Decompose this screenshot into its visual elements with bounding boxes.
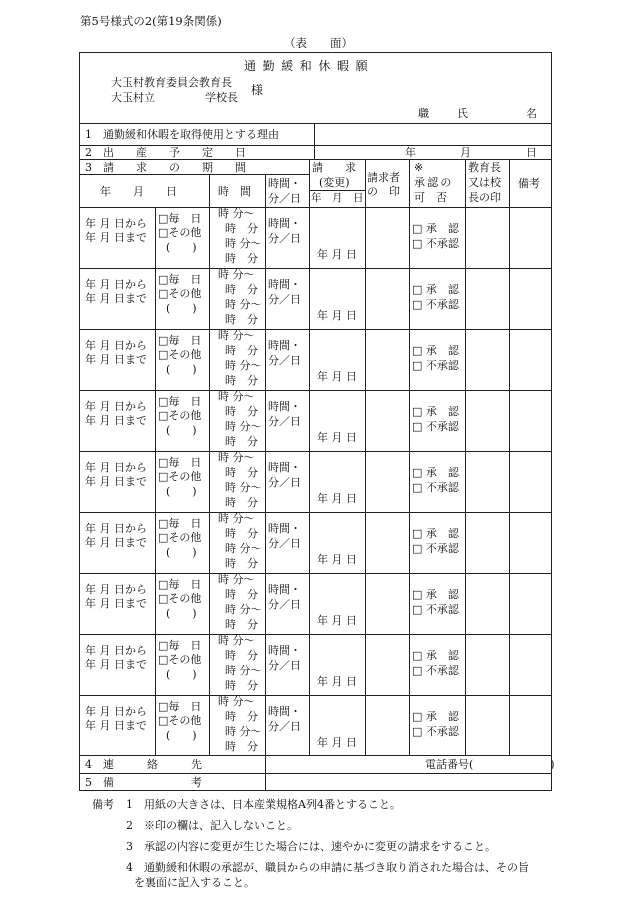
- period-from: 年 月 日から: [85, 644, 147, 657]
- col-hpd-b: 分／日: [268, 192, 301, 205]
- col-time: 時 間: [218, 185, 251, 198]
- col-principal-c: 長の印: [468, 191, 501, 204]
- every-day-checkbox[interactable]: □毎 日: [158, 334, 202, 347]
- time-end-2: 時 分: [225, 496, 258, 509]
- period-to: 年 月 日まで: [85, 475, 147, 488]
- col-hpd-a: 時間・: [268, 177, 301, 190]
- every-day-checkbox[interactable]: □毎 日: [158, 700, 202, 713]
- other-checkbox[interactable]: □その他: [158, 653, 202, 666]
- other-checkbox[interactable]: □その他: [158, 531, 202, 544]
- form-reference: 第5号様式の2(第19条関係): [80, 14, 222, 28]
- reject-checkbox[interactable]: □ 不承認: [412, 664, 459, 677]
- other-checkbox[interactable]: □その他: [158, 409, 202, 422]
- period-to: 年 月 日まで: [85, 414, 147, 427]
- other-paren: ( ): [166, 302, 197, 315]
- other-checkbox[interactable]: □その他: [158, 714, 202, 727]
- time-start-2: 時 分〜: [225, 298, 262, 311]
- time-end-1: 時 分: [225, 405, 258, 418]
- divider: [314, 123, 315, 145]
- time-end-2: 時 分: [225, 374, 258, 387]
- request-date[interactable]: 年 月 日: [317, 614, 357, 627]
- other-checkbox[interactable]: □その他: [158, 287, 202, 300]
- reason-field[interactable]: [316, 125, 550, 144]
- other-paren: ( ): [166, 729, 197, 742]
- col-approval-b: 承認の: [414, 176, 454, 189]
- hours-per-day-a: 時間・: [268, 278, 301, 291]
- row3-label: 3 請 求 の 期 間: [85, 161, 246, 174]
- time-end-1: 時 分: [225, 588, 258, 601]
- period-to: 年 月 日まで: [85, 353, 147, 366]
- reject-checkbox[interactable]: □ 不承認: [412, 603, 459, 616]
- other-checkbox[interactable]: □その他: [158, 470, 202, 483]
- every-day-checkbox[interactable]: □毎 日: [158, 639, 202, 652]
- divider: [79, 159, 552, 160]
- phone-label[interactable]: 電話番号( ): [425, 758, 555, 771]
- note-4a: 4 通勤緩和休暇の承認が、職員からの申請に基づき取り消された場合は、その旨: [126, 861, 529, 874]
- other-paren: ( ): [166, 241, 197, 254]
- time-start-2: 時 分〜: [225, 603, 262, 616]
- divider: [409, 159, 410, 755]
- note-3: 3 承認の内容に変更が生じた場合には、速やかに変更の請求をすること。: [126, 840, 496, 853]
- other-paren: ( ): [166, 424, 197, 437]
- divider: [309, 159, 310, 755]
- row1-label: 1 通勤緩和休暇を取得使用とする理由: [85, 128, 279, 141]
- period-from: 年 月 日から: [85, 339, 147, 352]
- approve-checkbox[interactable]: □ 承 認: [412, 588, 459, 601]
- time-end-1: 時 分: [225, 283, 258, 296]
- reject-checkbox[interactable]: □ 不承認: [412, 420, 459, 433]
- period-from: 年 月 日から: [85, 278, 147, 291]
- every-day-checkbox[interactable]: □毎 日: [158, 456, 202, 469]
- note-2: 2 ※印の欄は、記入しないこと。: [126, 819, 298, 832]
- period-to: 年 月 日まで: [85, 536, 147, 549]
- divider: [314, 145, 315, 159]
- col-seal-a: 請求者: [367, 171, 400, 184]
- period-to: 年 月 日まで: [85, 597, 147, 610]
- divider: [79, 773, 552, 774]
- every-day-checkbox[interactable]: □毎 日: [158, 273, 202, 286]
- due-day-label: 日: [526, 146, 537, 159]
- period-from: 年 月 日から: [85, 461, 147, 474]
- approve-checkbox[interactable]: □ 承 認: [412, 222, 459, 235]
- time-start-1: 時 分〜: [218, 695, 255, 708]
- other-paren: ( ): [166, 363, 197, 376]
- hours-per-day-b: 分／日: [268, 232, 301, 245]
- period-from: 年 月 日から: [85, 217, 147, 230]
- request-date[interactable]: 年 月 日: [317, 370, 357, 383]
- addressee-line2-prefix: 大玉村立: [111, 91, 155, 104]
- divider: [509, 159, 510, 755]
- time-start-2: 時 分〜: [225, 420, 262, 433]
- period-to: 年 月 日まで: [85, 231, 147, 244]
- reject-checkbox[interactable]: □ 不承認: [412, 481, 459, 494]
- request-date[interactable]: 年 月 日: [317, 675, 357, 688]
- other-paren: ( ): [166, 668, 197, 681]
- time-start-1: 時 分〜: [218, 512, 255, 525]
- time-start-1: 時 分〜: [218, 573, 255, 586]
- approve-checkbox[interactable]: □ 承 認: [412, 710, 459, 723]
- time-start-2: 時 分〜: [225, 664, 262, 677]
- side-label: （表 面）: [284, 36, 353, 50]
- hours-per-day-a: 時間・: [268, 339, 301, 352]
- time-end-2: 時 分: [225, 618, 258, 631]
- period-to: 年 月 日まで: [85, 719, 147, 732]
- time-start-2: 時 分〜: [225, 481, 262, 494]
- col-ymd: 年 月 日: [100, 185, 177, 198]
- col-request-a: 請 求: [312, 161, 356, 174]
- divider: [465, 159, 466, 755]
- hours-per-day-b: 分／日: [268, 659, 301, 672]
- hours-per-day-a: 時間・: [268, 583, 301, 596]
- time-start-1: 時 分〜: [218, 634, 255, 647]
- due-month-label: 月: [460, 146, 471, 159]
- hours-per-day-b: 分／日: [268, 476, 301, 489]
- hours-per-day-a: 時間・: [268, 644, 301, 657]
- period-to: 年 月 日まで: [85, 292, 147, 305]
- col-request-c: 年 月 日: [311, 192, 364, 204]
- hours-per-day-b: 分／日: [268, 415, 301, 428]
- approve-checkbox[interactable]: □ 承 認: [412, 466, 459, 479]
- period-from: 年 月 日から: [85, 583, 147, 596]
- col-seal-b: の 印: [367, 185, 400, 198]
- hours-per-day-a: 時間・: [268, 461, 301, 474]
- time-start-1: 時 分〜: [218, 451, 255, 464]
- time-end-1: 時 分: [225, 222, 258, 235]
- due-year-label: 年: [405, 146, 416, 159]
- job-label: 職: [418, 107, 429, 120]
- other-paren: ( ): [166, 607, 197, 620]
- approve-checkbox[interactable]: □ 承 認: [412, 649, 459, 662]
- other-checkbox[interactable]: □その他: [158, 226, 202, 239]
- time-start-2: 時 分〜: [225, 237, 262, 250]
- addressee-line2-title: 学校長: [205, 91, 238, 104]
- request-date[interactable]: 年 月 日: [317, 736, 357, 749]
- request-date[interactable]: 年 月 日: [317, 248, 357, 261]
- hours-per-day-b: 分／日: [268, 354, 301, 367]
- every-day-checkbox[interactable]: □毎 日: [158, 212, 202, 225]
- request-date[interactable]: 年 月 日: [317, 492, 357, 505]
- time-start-2: 時 分〜: [225, 542, 262, 555]
- honorific: 様: [251, 83, 264, 97]
- time-start-1: 時 分〜: [218, 268, 255, 281]
- period-to: 年 月 日まで: [85, 658, 147, 671]
- notes-heading: 備考: [92, 798, 114, 811]
- reject-checkbox[interactable]: □ 不承認: [412, 725, 459, 738]
- divider: [79, 755, 552, 756]
- time-start-2: 時 分〜: [225, 359, 262, 372]
- time-end-1: 時 分: [225, 344, 258, 357]
- other-checkbox[interactable]: □その他: [158, 348, 202, 361]
- time-end-1: 時 分: [225, 649, 258, 662]
- form-title: 通勤緩和休暇願: [244, 59, 375, 73]
- period-from: 年 月 日から: [85, 522, 147, 535]
- divider: [209, 174, 210, 755]
- every-day-checkbox[interactable]: □毎 日: [158, 578, 202, 591]
- every-day-checkbox[interactable]: □毎 日: [158, 395, 202, 408]
- hours-per-day-b: 分／日: [268, 537, 301, 550]
- time-start-2: 時 分〜: [225, 725, 262, 738]
- time-start-1: 時 分〜: [218, 207, 255, 220]
- reject-checkbox[interactable]: □ 不承認: [412, 542, 459, 555]
- other-checkbox[interactable]: □その他: [158, 592, 202, 605]
- hours-per-day-a: 時間・: [268, 217, 301, 230]
- col-approval-a: ※: [414, 161, 424, 174]
- col-approval-c: 可 否: [414, 191, 447, 204]
- time-end-2: 時 分: [225, 740, 258, 753]
- addressee-line1: 大玉村教育委員会教育長: [111, 76, 232, 89]
- divider: [265, 174, 266, 791]
- divider: [365, 159, 366, 755]
- request-date[interactable]: 年 月 日: [317, 309, 357, 322]
- col-principal-a: 教育長: [468, 161, 501, 174]
- hours-per-day-a: 時間・: [268, 400, 301, 413]
- row5-label: 5 備 考: [85, 776, 202, 789]
- time-start-1: 時 分〜: [218, 329, 255, 342]
- name-label-b: 名: [526, 107, 537, 120]
- request-date[interactable]: 年 月 日: [317, 431, 357, 444]
- row2-label: 2 出 産 予 定 日: [85, 146, 246, 159]
- approve-checkbox[interactable]: □ 承 認: [412, 527, 459, 540]
- divider: [155, 207, 156, 755]
- divider: [79, 123, 552, 124]
- time-end-2: 時 分: [225, 313, 258, 326]
- reject-checkbox[interactable]: □ 不承認: [412, 359, 459, 372]
- request-date[interactable]: 年 月 日: [317, 553, 357, 566]
- name-label-a: 氏: [457, 107, 468, 120]
- col-principal-b: 又は校: [468, 176, 501, 189]
- divider: [79, 174, 309, 175]
- note-1: 1 用紙の大きさは、日本産業規格A列4番とすること。: [126, 798, 401, 811]
- col-request-b: (変更): [319, 176, 350, 189]
- hours-per-day-b: 分／日: [268, 293, 301, 306]
- time-end-2: 時 分: [225, 679, 258, 692]
- time-end-1: 時 分: [225, 710, 258, 723]
- time-end-2: 時 分: [225, 252, 258, 265]
- approve-checkbox[interactable]: □ 承 認: [412, 283, 459, 296]
- period-from: 年 月 日から: [85, 705, 147, 718]
- col-remarks: 備考: [518, 177, 540, 190]
- time-end-1: 時 分: [225, 527, 258, 540]
- row4-label: 4 連 絡 先: [85, 758, 202, 771]
- divider: [309, 190, 365, 191]
- remarks-field[interactable]: [267, 775, 550, 789]
- time-start-1: 時 分〜: [218, 390, 255, 403]
- other-paren: ( ): [166, 485, 197, 498]
- approve-checkbox[interactable]: □ 承 認: [412, 405, 459, 418]
- other-paren: ( ): [166, 546, 197, 559]
- hours-per-day-b: 分／日: [268, 598, 301, 611]
- approve-checkbox[interactable]: □ 承 認: [412, 344, 459, 357]
- time-end-2: 時 分: [225, 557, 258, 570]
- reject-checkbox[interactable]: □ 不承認: [412, 237, 459, 250]
- note-4b: を裏面に記入すること。: [134, 876, 255, 889]
- hours-per-day-a: 時間・: [268, 705, 301, 718]
- hours-per-day-a: 時間・: [268, 522, 301, 535]
- reject-checkbox[interactable]: □ 不承認: [412, 298, 459, 311]
- hours-per-day-b: 分／日: [268, 720, 301, 733]
- every-day-checkbox[interactable]: □毎 日: [158, 517, 202, 530]
- time-end-1: 時 分: [225, 466, 258, 479]
- period-from: 年 月 日から: [85, 400, 147, 413]
- time-end-2: 時 分: [225, 435, 258, 448]
